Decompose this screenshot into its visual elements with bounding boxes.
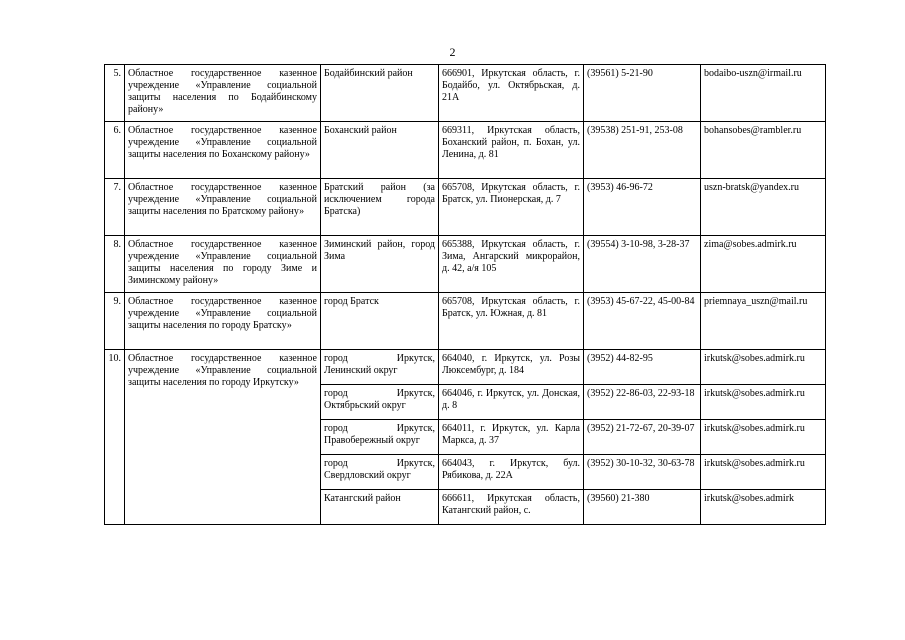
service-area: Боханский район [321,122,439,179]
email-address: zima@sobes.admirk.ru [701,236,826,293]
institution-name: Областное государственное казенное учреждение «Управление социальной защиты населения по Боханскому району» [125,122,321,179]
row-number: 5. [105,65,125,122]
row-number: 7. [105,179,125,236]
postal-address: 665708, Иркутская область, г. Братск, ул. Пионерская, д. 7 [439,179,584,236]
table-row [105,293,826,350]
phone-numbers: (39561) 5-21-90 [584,65,701,122]
table-row [105,236,826,293]
phone-numbers: (3952) 21-72-67, 20-39-07 [584,420,701,455]
postal-address: 666901, Иркутская область, г. Бодайбо, ул. Октябрьская, д. 21А [439,65,584,122]
row-number: 9. [105,293,125,350]
postal-address: 664040, г. Иркутск, ул. Розы Люксембург, д. 184 [439,350,584,385]
institution-name: Областное государственное казенное учреждение «Управление социальной защиты населения по Братскому району» [125,179,321,236]
table-row [105,65,826,122]
phone-numbers: (39554) 3-10-98, 3-28-37 [584,236,701,293]
postal-address: 665388, Иркутская область, г. Зима, Ангарский микрорайон, д. 42, а/я 105 [439,236,584,293]
email-address: irkutsk@sobes.admirk.ru [701,420,826,455]
institutions-table [104,64,826,525]
service-area: Зиминский район, город Зима [321,236,439,293]
institution-name: Областное государственное казенное учреждение «Управление социальной защиты населения по городу Зиме и Зиминскому району» [125,236,321,293]
institution-name: Областное государственное казенное учреждение «Управление социальной защиты населения по городу Братску» [125,293,321,350]
table-row [105,350,826,385]
service-area: Братский район (за исключением города Братска) [321,179,439,236]
email-address: irkutsk@sobes.admirk [701,490,826,525]
row-number: 6. [105,122,125,179]
postal-address: 665708, Иркутская область, г. Братск, ул. Южная, д. 81 [439,293,584,350]
row-number: 8. [105,236,125,293]
phone-numbers: (39538) 251-91, 253-08 [584,122,701,179]
postal-address: 666611, Иркутская область, Катангский район, с. [439,490,584,525]
page-number: 2 [449,45,456,59]
institution-name: Областное государственное казенное учреждение «Управление социальной защиты населения по городу Иркутску» [125,350,321,525]
service-area: город Иркутск, Ленинский округ [321,350,439,385]
service-area: Катангский район [321,490,439,525]
email-address: irkutsk@sobes.admirk.ru [701,350,826,385]
email-address: uszn-bratsk@yandex.ru [701,179,826,236]
service-area: Бодайбинский район [321,65,439,122]
service-area: город Иркутск, Октябрьский округ [321,385,439,420]
service-area: город Иркутск, Свердловский округ [321,455,439,490]
email-address: bohansobes@rambler.ru [701,122,826,179]
phone-numbers: (3953) 45-67-22, 45-00-84 [584,293,701,350]
postal-address: 664043, г. Иркутск, бул. Рябикова, д. 22А [439,455,584,490]
institution-name: Областное государственное казенное учреждение «Управление социальной защиты населения по Бодайбинскому району» [125,65,321,122]
phone-numbers: (3952) 22-86-03, 22-93-18 [584,385,701,420]
service-area: город Иркутск, Правобережный округ [321,420,439,455]
phone-numbers: (3952) 44-82-95 [584,350,701,385]
email-address: priemnaya_uszn@mail.ru [701,293,826,350]
postal-address: 669311, Иркутская область, Боханский район, п. Бохан, ул. Ленина, д. 81 [439,122,584,179]
postal-address: 664046, г. Иркутск, ул. Донская, д. 8 [439,385,584,420]
table-row [105,179,826,236]
phone-numbers: (3952) 30-10-32, 30-63-78 [584,455,701,490]
service-area: город Братск [321,293,439,350]
email-address: irkutsk@sobes.admirk.ru [701,455,826,490]
email-address: irkutsk@sobes.admirk.ru [701,385,826,420]
table-row [105,122,826,179]
email-address: bodaibo-uszn@irmail.ru [701,65,826,122]
postal-address: 664011, г. Иркутск, ул. Карла Маркса, д. 37 [439,420,584,455]
phone-numbers: (39560) 21-380 [584,490,701,525]
phone-numbers: (3953) 46-96-72 [584,179,701,236]
row-number: 10. [105,350,125,525]
